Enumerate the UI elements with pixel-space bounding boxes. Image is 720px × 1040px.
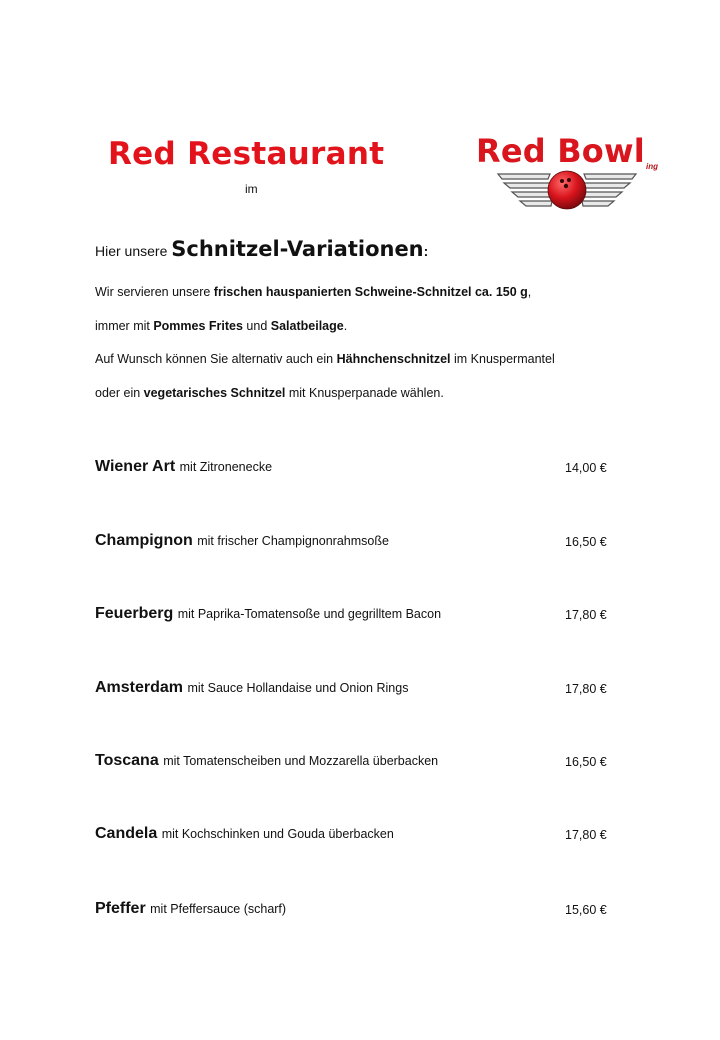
heading-colon: : (423, 243, 429, 259)
logo-text: Red Bowl (476, 132, 645, 170)
red-bowl-logo (470, 128, 670, 220)
item-price: 15,60 € (565, 903, 607, 917)
item-description: mit Zitronenecke (179, 460, 273, 474)
item-name: Candela (95, 825, 158, 842)
intro-text: oder ein (95, 386, 144, 400)
intro-text: Wir servieren unsere (95, 285, 214, 299)
item-name: Toscana (95, 752, 159, 769)
intro-line (95, 386, 444, 400)
item-description: mit Pfeffersauce (scharf) (150, 902, 287, 916)
intro-text: Auf Wunsch können Sie alternativ auch ein (95, 352, 337, 366)
item-price: 16,50 € (565, 755, 607, 769)
item-name: Amsterdam (95, 679, 184, 696)
bowling-ball-wings-icon (492, 168, 642, 216)
intro-text: im Knuspermantel (450, 352, 555, 366)
item-description: mit Sauce Hollandaise und Onion Rings (187, 681, 409, 695)
intro-bold-text: frischen hauspanierten Schweine-Schnitzel ca. 150 g (213, 285, 528, 299)
menu-item (95, 599, 615, 623)
intro-bold-text: Hähnchenschnitzel (336, 352, 451, 366)
intro-text: mit Knusperpanade wählen. (285, 386, 444, 400)
item-description: mit Tomatenscheiben und Mozzarella überbacken (163, 754, 439, 768)
item-name: Pfeffer (95, 900, 146, 917)
connector-text: im (245, 182, 258, 196)
item-price: 14,00 € (565, 461, 607, 475)
item-name: Champignon (95, 532, 193, 549)
item-description: mit Kochschinken und Gouda überbacken (161, 827, 394, 841)
item-name: Wiener Art (95, 458, 176, 475)
menu-item (95, 452, 615, 476)
item-price: 17,80 € (565, 682, 607, 696)
intro-text: , (527, 285, 532, 299)
section-heading (95, 237, 428, 261)
menu-item (95, 746, 615, 770)
item-description: mit Paprika-Tomatensoße und gegrilltem Bacon (177, 607, 442, 621)
intro-line (95, 285, 531, 299)
intro-bold-text: Salatbeilage (270, 319, 344, 333)
intro-text: und (242, 319, 271, 333)
heading-prefix: Hier unsere (95, 243, 172, 259)
intro-text: . (343, 319, 348, 333)
restaurant-title: Red Restaurant (108, 136, 385, 172)
item-price: 16,50 € (565, 535, 607, 549)
item-description: mit frischer Champignonrahmsoße (197, 534, 389, 548)
menu-item (95, 819, 615, 843)
intro-line (95, 319, 347, 333)
menu-item (95, 673, 615, 697)
logo-subtext: ing (646, 162, 658, 171)
item-price: 17,80 € (565, 828, 607, 842)
intro-line (95, 352, 555, 366)
intro-bold-text: vegetarisches Schnitzel (143, 386, 286, 400)
item-price: 17,80 € (565, 608, 607, 622)
heading-main: Schnitzel-Variationen (171, 237, 424, 261)
intro-text: immer mit (95, 319, 154, 333)
intro-bold-text: Pommes Frites (153, 319, 243, 333)
item-name: Feuerberg (95, 605, 174, 622)
menu-item (95, 526, 615, 550)
menu-item (95, 894, 615, 918)
